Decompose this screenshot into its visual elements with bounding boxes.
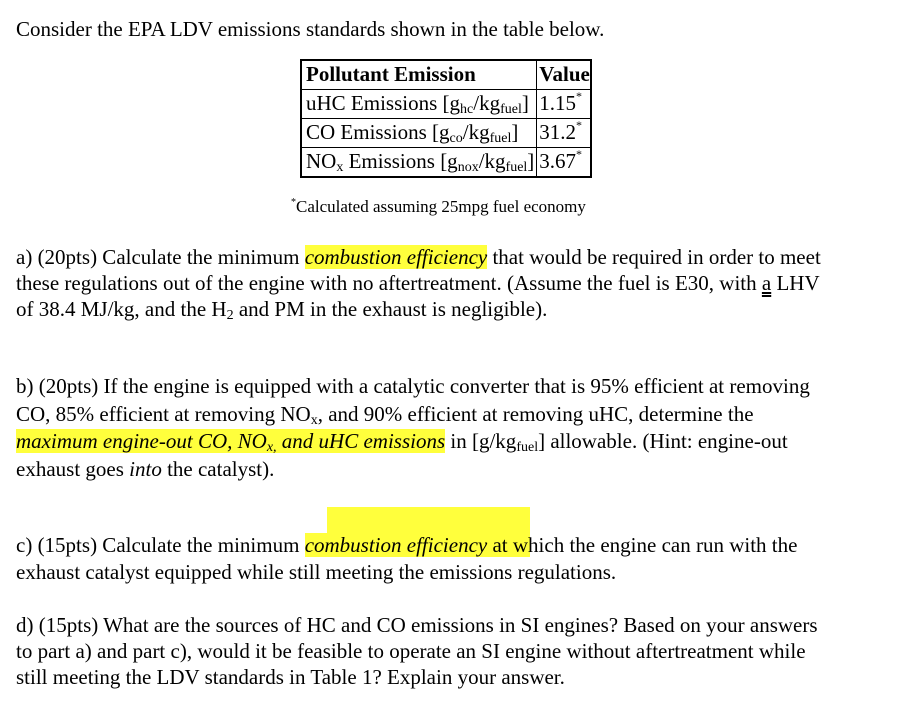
part-b-line-3: maximum engine-out CO, $NO_{x,}$ and uHC emissions in $[g/kg_{fuel}]$ allowable. (Hint: engine-out [16,429,788,455]
cell-uhc-label: uHC Emissions $[g_{hc}/kg_{fuel}]$ [301,90,537,119]
header-pollutant: Pollutant Emission [301,60,537,90]
cell-uhc-value: 1.15* [537,90,591,119]
highlight-combustion-efficiency-c: combustion efficiency [304,533,488,557]
part-a-line-3: of 38.4 MJ/kg, and the $H_2$ and PM in the exhaust is negligible). [16,297,548,323]
part-c-line-2: exhaust catalyst equipped while still meeting the emissions regulations. [16,560,617,584]
part-b-line-4: exhaust goes into the catalyst). [16,457,275,481]
part-a-line-2: these regulations out of the engine with no aftertreatment. (Assume the fuel is E30, with a LHV [16,271,820,295]
cell-co-value: 31.2* [537,119,591,148]
part-b-line-2: CO, 85% efficient at removing $NO_x$, and 90% efficient at removing uHC, determine the [16,402,754,428]
highlight-combustion-efficiency-a: combustion efficiency [304,245,488,269]
table-row-nox [301,148,591,178]
part-d-line-3: still meeting the LDV standards in Table 1? Explain your answer. [16,665,565,689]
intro-text: Consider the EPA LDV emissions standards shown in the table below. [16,17,605,41]
part-d-line-1: d) (15pts) What are the sources of HC and CO emissions in SI engines? Based on your answers [16,613,818,637]
table-header-row [301,60,591,90]
cell-nox-label: $NO_x$ Emissions $[g_{nox}/kg_{fuel}]$ [301,148,537,178]
cell-nox-value: 3.67* [537,148,591,178]
table-row-uhc [301,90,591,119]
part-c-line-1: c) (15pts) Calculate the minimum combustion efficiency at which the engine can run with the [16,533,798,557]
part-a-line-1: a) (20pts) Calculate the minimum combustion efficiency that would be required in order to meet [16,245,821,269]
part-b-line-1: b) (20pts) If the engine is equipped with a catalytic converter that is 95% efficient at removing [16,374,810,398]
highlight-max-engine-out: maximum engine-out CO, $NO_{x,}$ and uHC emissions [16,429,446,455]
table-row-co [301,119,591,148]
cell-co-label: CO Emissions $[g_{co}/kg_{fuel}]$ [301,119,537,148]
part-d-line-2: to part a) and part c), would it be feasible to operate an SI engine without aftertreatment while [16,639,806,663]
table-footnote: *Calculated assuming 25mpg fuel economy [291,197,586,216]
emissions-standards-table [300,59,592,178]
header-value: Value [537,60,591,90]
